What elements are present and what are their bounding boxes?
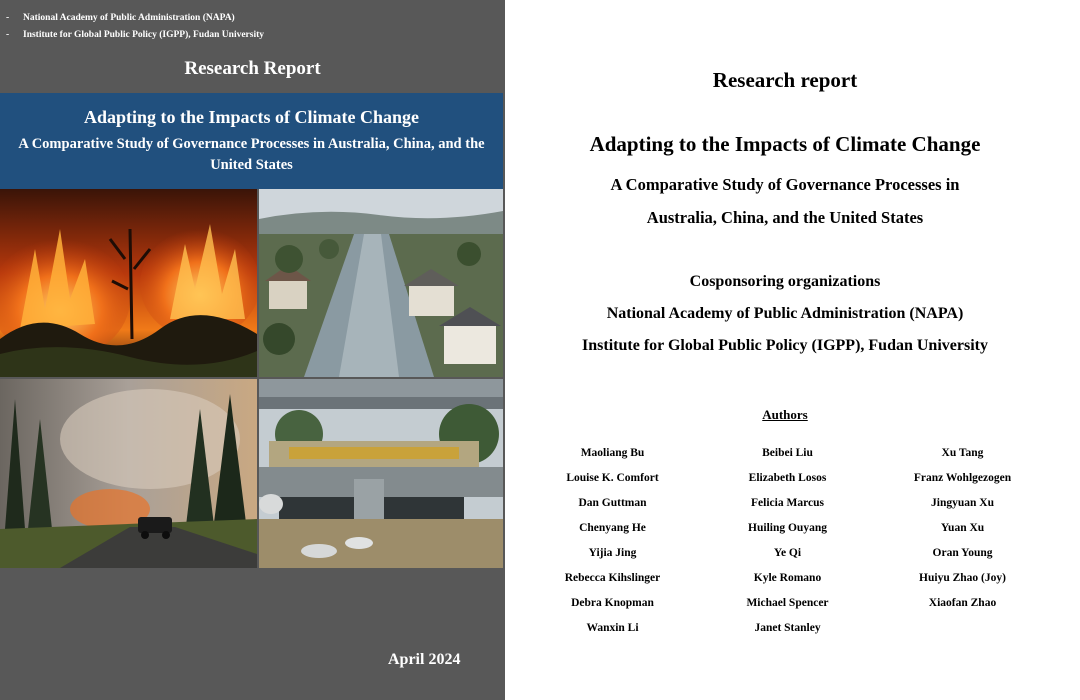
report-title: Adapting to the Impacts of Climate Change	[589, 132, 981, 156]
author-name: Elizabeth Losos	[748, 472, 827, 484]
author-name: Maoliang Bu	[580, 447, 645, 459]
author-name: Xu Tang	[941, 447, 984, 459]
author-name: Yijia Jing	[588, 547, 637, 559]
author-name: Yuan Xu	[940, 522, 985, 534]
author-name: Dan Guttman	[578, 497, 647, 509]
cover-subtitle: A Comparative Study of Governance Processes in Australia, China, and the United States	[18, 136, 485, 173]
cover-sponsor-item	[6, 10, 264, 27]
author-name: Jingyuan Xu	[931, 497, 994, 509]
author-name: Kyle Romano	[753, 572, 822, 584]
author-name: Debra Knopman	[571, 597, 654, 609]
bushfire-photo	[0, 189, 257, 377]
cover-photo-grid	[0, 189, 503, 568]
author-list	[525, 443, 1050, 643]
author-column	[525, 443, 700, 643]
cover-sponsor-text: National Academy of Public Administration (NAPA)	[23, 13, 235, 23]
author-name: Wanxin Li	[586, 622, 639, 634]
author-column	[700, 443, 875, 643]
cover-title-band	[0, 93, 503, 189]
flooded-tunnel-photo	[259, 379, 503, 568]
author-name: Oran Young	[932, 547, 993, 559]
bullet-dash: -	[6, 13, 10, 23]
forest-fire-road-photo	[0, 379, 257, 568]
report-subtitle	[505, 168, 1065, 234]
authors-heading: Authors	[762, 407, 808, 422]
author-name: Franz Wohlgezogen	[913, 472, 1012, 484]
author-column	[875, 443, 1050, 643]
organization-name: Institute for Global Public Policy (IGPP), Fudan University	[582, 337, 988, 354]
subtitle-line: Australia, China, and the United States	[646, 208, 924, 227]
subtitle-line: A Comparative Study of Governance Processes in	[610, 175, 960, 194]
report-cover	[0, 0, 505, 700]
author-name: Michael Spencer	[746, 597, 829, 609]
cover-title: Adapting to the Impacts of Climate Change	[84, 107, 419, 127]
author-name: Felicia Marcus	[751, 497, 824, 509]
cover-heading: Research Report	[184, 58, 321, 79]
cover-sponsor-list	[6, 10, 264, 44]
author-name: Louise K. Comfort	[566, 472, 659, 484]
author-name: Xiaofan Zhao	[928, 597, 997, 609]
page-heading: Research report	[712, 68, 858, 92]
author-name: Huiyu Zhao (Joy)	[919, 572, 1006, 584]
cover-sponsor-item	[6, 27, 264, 44]
title-page	[505, 0, 1080, 700]
author-name: Janet Stanley	[754, 622, 821, 634]
author-name: Ye Qi	[773, 547, 802, 559]
author-name: Huiling Ouyang	[748, 522, 827, 534]
organization-name: National Academy of Public Administration (NAPA)	[606, 305, 964, 322]
cover-sponsor-text: Institute for Global Public Policy (IGPP), Fudan University	[23, 30, 265, 40]
cosponsor-block	[505, 266, 1065, 362]
flooded-town-photo	[259, 189, 503, 377]
author-name: Beibei Liu	[762, 447, 813, 459]
author-name: Rebecca Kihslinger	[564, 572, 661, 584]
cosponsor-heading: Cosponsoring organizations	[689, 273, 881, 290]
bullet-dash: -	[6, 30, 10, 40]
cover-date: April 2024	[388, 651, 461, 668]
author-name: Chenyang He	[579, 522, 646, 534]
